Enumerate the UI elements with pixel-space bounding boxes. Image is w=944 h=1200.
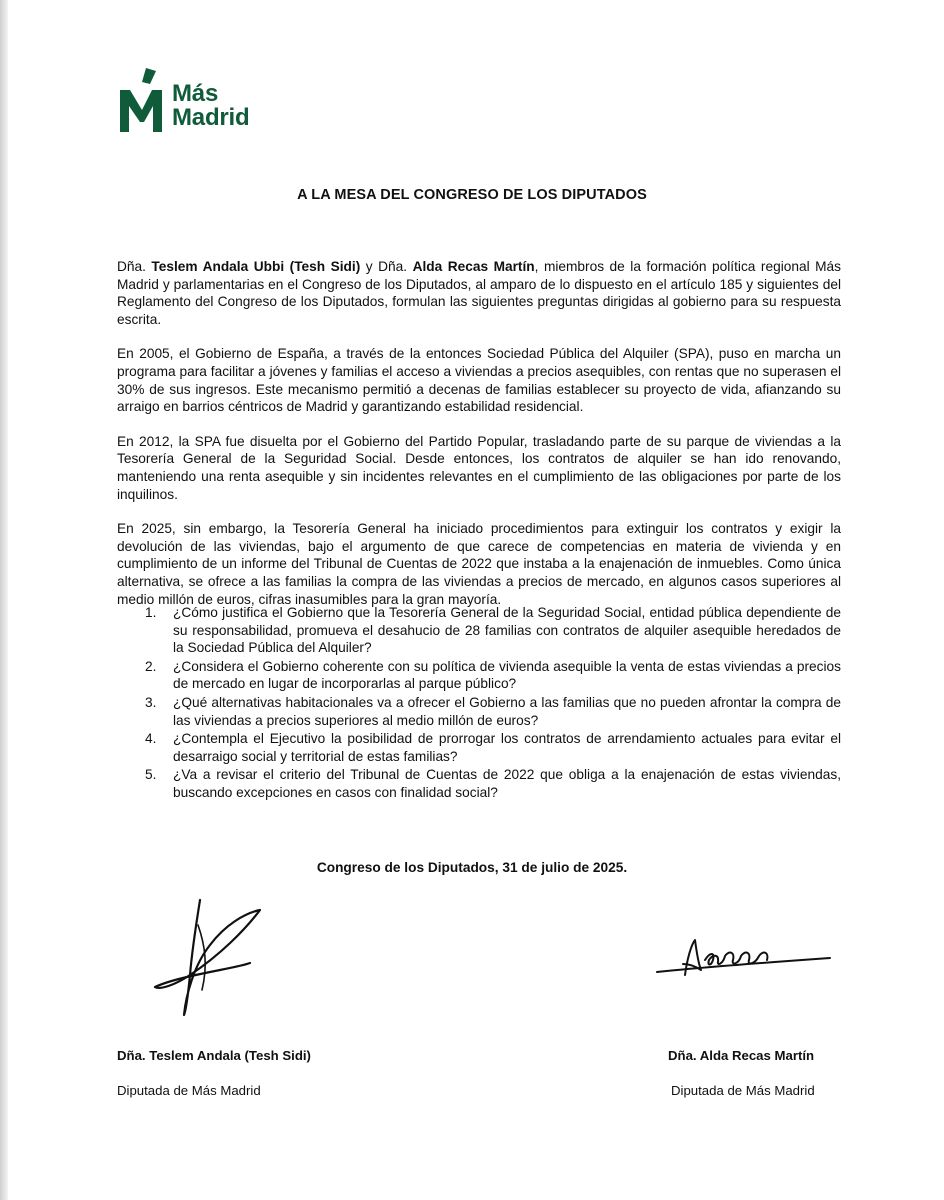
question-number: 3. [145,694,157,710]
question-number: 5. [145,767,157,783]
question-item [117,658,841,693]
mas-madrid-logo [118,68,278,138]
logo-m-icon [118,68,170,134]
intro-rest: , miembros de la formación política regional Más Madrid y parlamentarias en el Congreso de los Diputados, al amparo de lo dispuesto en el artículo 185 y siguientes del Reglamento del Congreso de los Diputados, formulan las siguientes preguntas dirigidas al gobierno para su respuesta escrita. [117,259,841,327]
question-text: ¿Cómo justifica el Gobierno que la Tesorería General de la Seguridad Social, entidad pública dependiente de su responsabilidad, promueva el desahucio de 28 familias con contratos de alquiler asequible heredados de la Sociedad Pública del Alquiler? [173,605,841,656]
signer-1-name: Dña. Teslem Andala (Tesh Sidi) [117,1048,311,1063]
signature-1 [150,895,280,1020]
closing-date-line: Congreso de los Diputados, 31 de julio de 2025. [316,860,628,875]
intro-connector: y Dña. [360,259,413,274]
signature-2 [655,930,835,990]
logo-text [172,82,249,130]
question-number: 1. [145,605,157,620]
paragraph-2005: En 2005, el Gobierno de España, a través de la entonces Sociedad Pública del Alquiler (SPA), puso en marcha un programa para facilitar a jóvenes y familias el acceso a viviendas a precios asequibles, con rentas que no superasen el 30% de sus ingresos. Este mecanismo permitió a decenas de familias establecer su proyecto de vida, afianzando su arraigo en barrios céntricos de Madrid y garantizando estabilidad residencial. [117,346,841,415]
logo-line-1: Más [172,80,219,107]
question-text: ¿Contempla el Ejecutivo la posibilidad de prorrogar los contratos de arrendamiento actuales para evitar el desarraigo social y territorial de estas familias? [173,731,841,764]
question-text: ¿Considera el Gobierno coherente con su política de vivienda asequible la venta de estas viviendas a precios de mercado en lugar de incorporarlas al parque público? [173,658,841,692]
paragraph-2012: En 2012, la SPA fue disuelta por el Gobierno del Partido Popular, trasladando parte de su parque de viviendas a la Tesorería General de la Seguridad Social. Desde entonces, los contratos de alquiler se han ido renovando, manteniendo una renta asequible y sin incidentes relevantes en el cumplimiento de las obligaciones por parte de los inquilinos. [117,433,841,502]
question-text: ¿Qué alternativas habitacionales va a ofrecer el Gobierno a las familias que no pueden afrontar la compra de las viviendas a precios superiores al medio millón de euros? [173,694,841,728]
question-text: ¿Va a revisar el criterio del Tribunal de Cuentas de 2022 que obliga a la enajenación de estas viviendas, buscando excepciones en casos con finalidad social? [173,767,841,800]
signer-2-name: Dña. Alda Recas Martín [668,1048,815,1063]
signer-2-role: Diputada de Más Madrid [671,1083,815,1098]
signer-1-role: Diputada de Más Madrid [117,1083,261,1098]
logo-line-2: Madrid [172,104,250,131]
questions-list [117,604,841,803]
paragraph-2025: En 2025, sin embargo, la Tesorería General ha iniciado procedimientos para extinguir los contratos y exigir la devolución de las viviendas, bajo el argumento de que carece de competencias en materia de vivienda y en cumplimiento de un informe del Tribunal de Cuentas de 2022 que instaba a la enajenación de inmuebles. Como única alternativa, se ofrece a las familias la compra de las viviendas a precios de mercado, en algunos casos superiores al medio millón de euros, cifras inasumibles para la gran mayoría. [117,521,841,607]
intro-name-2: Alda Recas Martín [412,259,535,274]
question-item [117,694,841,729]
document-heading: A LA MESA DEL CONGRESO DE LOS DIPUTADOS [297,187,647,203]
intro-name-1: Teslem Andala Ubbi (Tesh Sidi) [151,259,361,274]
question-number: 4. [145,731,157,747]
intro-prefix: Dña. [117,259,152,274]
question-number: 2. [145,658,157,674]
question-item [117,604,841,657]
question-item [117,730,841,765]
document-body [117,258,841,625]
page-edge-shadow [0,0,8,1200]
intro-paragraph [117,258,841,328]
question-item [117,766,841,801]
